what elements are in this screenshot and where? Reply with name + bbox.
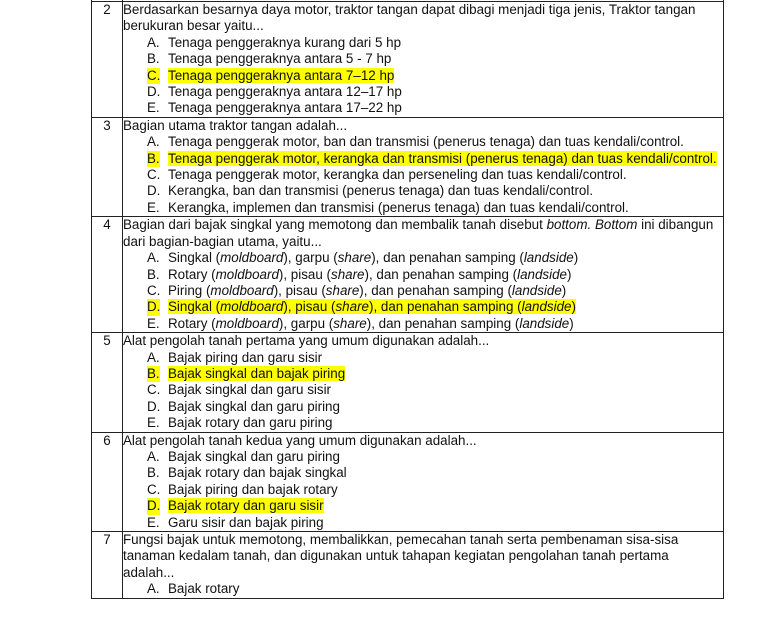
option-e: E. Rotary (moldboard), garpu (share), dan penahan samping (landside): [147, 315, 574, 331]
table-row: [92, 333, 724, 432]
option-d-correct: D. Bajak rotary dan garu sisir: [147, 498, 324, 514]
option-e: E. Tenaga penggeraknya antara 17–22 hp: [147, 100, 402, 116]
option-d-correct: D. Singkal (moldboard), pisau (share), dan penahan samping (landside): [147, 299, 576, 315]
option-b-correct: B. Tenaga penggerak motor, kerangka dan transmisi (penerus tenaga) dan tuas kendali/control.: [147, 150, 717, 166]
question-text: Bagian dari bajak singkal yang memotong dan membalik tanah disebut bottom. Bottom ini dibangun dari bagian-bagian utama, yaitu...: [123, 217, 714, 249]
option-a: A. Bajak singkal dan garu piring: [147, 448, 340, 464]
table-row: [92, 432, 724, 531]
question-text: Bagian utama traktor tangan adalah...: [123, 117, 348, 133]
question-number: 3: [92, 117, 123, 216]
option-e: E. Garu sisir dan bajak piring: [147, 514, 324, 530]
option-d: D. Bajak singkal dan garu piring: [147, 398, 340, 414]
question-table: [91, 0, 724, 599]
question-number: 7: [92, 532, 123, 599]
table-row: [92, 2, 724, 118]
option-c-correct: C. Tenaga penggeraknya antara 7–12 hp: [147, 67, 395, 83]
option-a: A. Bajak piring dan garu sisir: [147, 349, 323, 365]
option-e: E. Kerangka, implemen dan transmisi (penerus tenaga) dan tuas kendali/control.: [147, 199, 629, 215]
option-a: A. Tenaga penggerak motor, ban dan transmisi (penerus tenaga) dan tuas kendali/control.: [147, 134, 684, 150]
question-text: Berdasarkan besarnya daya motor, traktor tangan dapat dibagi menjadi tiga jenis, Traktor tangan berukuran besar yaitu...: [123, 2, 696, 34]
table-row: [92, 217, 724, 333]
option-c: C. Bajak piring dan bajak rotary: [147, 481, 338, 497]
table-row: [92, 117, 724, 216]
option-c: C. Piring (moldboard), pisau (share), dan penahan samping (landside): [147, 282, 567, 298]
question-number: 2: [92, 2, 123, 118]
option-list: [123, 449, 723, 531]
question-text: Alat pengolah tanah kedua yang umum digunakan adalah...: [123, 432, 477, 448]
option-b: B. Rotary (moldboard), pisau (share), dan penahan samping (landside): [147, 266, 572, 282]
option-b: B. Tenaga penggeraknya antara 5 - 7 hp: [147, 51, 392, 67]
table-row: [92, 532, 724, 599]
option-a: A. Singkal (moldboard), garpu (share), dan penahan samping (landside): [147, 250, 579, 266]
option-b-correct: B. Bajak singkal dan bajak piring: [147, 365, 346, 381]
option-list: [123, 350, 723, 432]
option-e: E. Bajak rotary dan garu piring: [147, 415, 333, 431]
option-c: C. Bajak singkal dan garu sisir: [147, 382, 332, 398]
option-c: C. Tenaga penggerak motor, kerangka dan perseneling dan tuas kendali/control.: [147, 167, 627, 183]
question-number: 5: [92, 333, 123, 432]
option-list: [123, 35, 723, 117]
question-number: 6: [92, 432, 123, 531]
question-number: 4: [92, 217, 123, 333]
option-d: D. Tenaga penggeraknya antara 12–17 hp: [147, 84, 402, 100]
option-a: A. Bajak rotary: [147, 581, 240, 597]
option-list: [123, 250, 723, 332]
option-d: D. Kerangka, ban dan transmisi (penerus tenaga) dan tuas kendali/control.: [147, 183, 594, 199]
option-b: B. Bajak rotary dan bajak singkal: [147, 465, 347, 481]
question-text: Fungsi bajak untuk memotong, membalikkan, pemecahan tanah serta pembenaman sisa-sisa tanaman kedalam tanah, dan digunakan untuk tahapan kegiatan pengolahan tanah pertama adalah...: [123, 532, 679, 580]
option-a: A. Tenaga penggeraknya kurang dari 5 hp: [147, 34, 402, 50]
question-text: Alat pengolah tanah pertama yang umum digunakan adalah...: [123, 333, 490, 349]
option-list: [123, 134, 723, 216]
option-list: [123, 581, 723, 597]
